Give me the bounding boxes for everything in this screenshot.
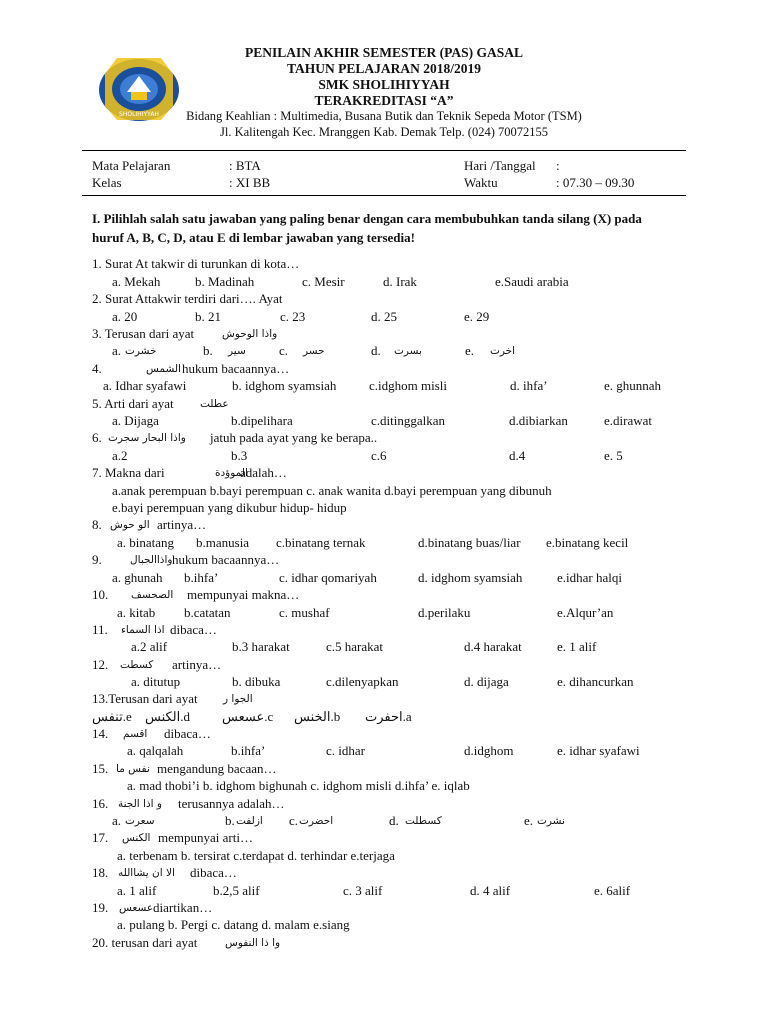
header-address: Jl. Kalitengah Kec. Mranggen Kab. Demak Telp. (024) 70072155: [220, 125, 548, 139]
answer-option: e.: [465, 343, 475, 358]
question-text: 10.: [92, 587, 109, 602]
answer-option: d.: [371, 343, 381, 358]
answer-option: b. 21: [195, 309, 221, 324]
question-text: 7. Makna dari: [92, 465, 165, 480]
time-value: : 07.30 – 09.30: [556, 175, 635, 190]
arabic-text: اخرت: [490, 345, 516, 357]
arabic-text: عسعس: [119, 902, 154, 914]
question-text: 14.: [92, 726, 109, 741]
header-school: SMK SHOLIHIYYAH: [318, 77, 450, 92]
question-text: 5. Arti dari ayat: [92, 396, 174, 411]
answer-option: b. Madinah: [195, 274, 255, 289]
answer-option: احفرت.a: [365, 709, 412, 724]
answer-option: b. idghom syamsiah: [232, 378, 337, 393]
answer-option: e. idhar syafawi: [557, 743, 640, 758]
answer-option: b. dibuka: [232, 674, 281, 689]
arabic-text: سعرت: [125, 815, 155, 827]
answer-option: b.ihfa’: [184, 570, 219, 585]
info-divider: [82, 195, 686, 196]
answer-option: b.2,5 alif: [213, 883, 260, 898]
svg-text:SHOLIHIYYAH: SHOLIHIYYAH: [119, 111, 159, 118]
instruction-text: I. Pilihlah salah satu jawaban yang paling benar dengan cara membubuhkan tanda silang (X) pada huruf A, B, C, D, atau E di lembar jawaban yang tersedia!: [92, 211, 642, 245]
class-value: : XI BB: [229, 175, 271, 190]
answer-option: d.4: [509, 448, 526, 463]
question-text: a. terbenam b. tersirat c.terdapat d. terhindar e.terjaga: [117, 848, 395, 863]
question-text: 3. Terusan dari ayat: [92, 326, 195, 341]
question-text: a. Idhar syafawi: [103, 378, 187, 393]
answer-option: e.: [524, 813, 534, 828]
answer-option: hukum bacaannya…: [172, 552, 280, 567]
question-text: 13.Terusan dari ayat: [92, 691, 198, 706]
answer-option: c. 3 alif: [343, 883, 383, 898]
question-text: a.2 alif: [131, 639, 168, 654]
answer-option: jatuh pada ayat yang ke berapa..: [210, 430, 378, 445]
question-text: a.: [112, 813, 122, 828]
arabic-text: خشرت: [125, 345, 157, 357]
answer-option: d.: [389, 813, 399, 828]
answer-option: c.dilenyapkan: [326, 674, 399, 689]
arabic-text: كسطلت: [405, 815, 442, 827]
answer-option: c.6: [371, 448, 387, 463]
question-text: a. 1 alif: [117, 883, 157, 898]
arabic-text: ازلفت: [236, 815, 263, 827]
answer-option: b.manusia: [196, 535, 250, 550]
arabic-text: الو حوش: [110, 519, 150, 531]
question-text: 9.: [92, 552, 102, 567]
answer-option: e. dihancurkan: [557, 674, 634, 689]
class-label: Kelas: [92, 175, 122, 190]
answer-option: c. mushaf: [279, 605, 330, 620]
answer-option: d. ihfa’: [510, 378, 548, 393]
arabic-text: احضرت: [299, 815, 334, 827]
question-text: a. ditutup: [131, 674, 181, 689]
answer-option: e.dirawat: [604, 413, 653, 428]
question-text: e.bayi perempuan yang dikubur hidup- hidup: [112, 500, 347, 515]
arabic-text: الشمس: [146, 363, 181, 375]
arabic-text: اذا السماء: [121, 624, 165, 636]
answer-option: c.5 harakat: [326, 639, 384, 654]
question-text: 8.: [92, 517, 102, 532]
question-text: a. qalqalah: [127, 743, 184, 758]
answer-option: e. ghunnah: [604, 378, 662, 393]
answer-option: e. 1 alif: [557, 639, 597, 654]
answer-option: b.: [225, 813, 235, 828]
header-title: PENILAIN AKHIR SEMESTER (PAS) GASAL: [244, 45, 524, 60]
answer-option: e. 6alif: [594, 883, 631, 898]
arabic-text: عطلت: [200, 398, 229, 410]
answer-option: d.binatang buas/liar: [418, 535, 521, 550]
answer-option: الكنس.d: [145, 709, 190, 724]
arabic-text: نفس ما: [116, 763, 150, 775]
answer-option: dibaca…: [170, 622, 217, 637]
answer-option: c. Mesir: [302, 274, 345, 289]
answer-option: c. idhar qomariyah: [279, 570, 377, 585]
question-text: a.: [112, 343, 122, 358]
arabic-text: نشرت: [537, 815, 565, 827]
answer-option: c.: [289, 813, 299, 828]
question-text: 2. Surat Attakwir terdiri dari…. Ayat: [92, 291, 283, 306]
question-text: a.anak perempuan b.bayi perempuan c. anak wanita d.bayi perempuan yang dibunuh: [112, 483, 552, 498]
answer-option: c.: [279, 343, 289, 358]
answer-option: d.perilaku: [418, 605, 471, 620]
answer-option: d. dijaga: [464, 674, 509, 689]
arabic-text: بسرت: [394, 345, 422, 357]
question-text: 1. Surat At takwir di turunkan di kota…: [92, 256, 300, 271]
day-label: Hari /Tanggal: [464, 158, 536, 173]
arabic-text: كسطت: [120, 659, 154, 671]
answer-option: mengandung bacaan…: [157, 761, 277, 776]
subject-value: : BTA: [229, 158, 261, 173]
arabic-text: الصحسف: [131, 589, 174, 601]
answer-option: artinya…: [172, 657, 222, 672]
answer-option: e. 5: [604, 448, 623, 463]
question-text: a. ghunah: [112, 570, 163, 585]
question-text: a. Mekah: [112, 274, 161, 289]
question-text: 4.: [92, 361, 102, 376]
answer-option: dibaca…: [190, 865, 237, 880]
answer-option: b.: [203, 343, 213, 358]
arabic-text: الجوا ر: [223, 693, 253, 705]
question-text: 12.: [92, 657, 109, 672]
question-text: a. pulang b. Pergi c. datang d. malam e.siang: [117, 917, 350, 932]
header-accreditation: TERAKREDITASI “A”: [314, 93, 454, 108]
arabic-text: و اذا الجنة: [118, 798, 162, 810]
answer-option: c.ditinggalkan: [371, 413, 446, 428]
question-text: 11.: [92, 622, 108, 637]
question-text: 19.: [92, 900, 109, 915]
question-text: 15.: [92, 761, 109, 776]
answer-option: b.3: [231, 448, 248, 463]
arabic-text: اقسم: [123, 728, 148, 740]
question-text: 17.: [92, 830, 109, 845]
answer-option: artinya…: [157, 517, 207, 532]
answer-option: dibaca…: [164, 726, 211, 741]
answer-option: b.dipelihara: [231, 413, 293, 428]
question-text: a.2: [112, 448, 128, 463]
subject-label: Mata Pelajaran: [92, 158, 171, 173]
answer-option: d.4 harakat: [464, 639, 522, 654]
header-divider: [82, 150, 686, 151]
answer-option: terusannya adalah…: [178, 796, 285, 811]
answer-option: e. 29: [464, 309, 490, 324]
question-text: تنفس.e: [92, 709, 132, 724]
header-fields: Bidang Keahlian : Multimedia, Busana Butik dan Teknik Sepeda Motor (TSM): [186, 109, 582, 123]
question-text: 20. terusan dari ayat: [92, 935, 198, 950]
arabic-text: سير: [228, 345, 246, 357]
arabic-text: واذا البحار سجرت: [108, 432, 186, 444]
answer-option: d. 4 alif: [470, 883, 511, 898]
answer-option: b.ihfa’: [231, 743, 266, 758]
question-text: 6.: [92, 430, 102, 445]
question-text: a. binatang: [117, 535, 175, 550]
header-year: TAHUN PELAJARAN 2018/2019: [286, 61, 481, 76]
arabic-text: واذا الوحوش: [222, 328, 278, 340]
answer-option: عسعس.c: [222, 709, 274, 724]
answer-option: b.3 harakat: [232, 639, 290, 654]
answer-option: adalah…: [240, 465, 287, 480]
answer-option: d.idghom: [464, 743, 514, 758]
answer-option: mempunyai arti…: [158, 830, 253, 845]
answer-option: c. 23: [280, 309, 306, 324]
answer-option: d. Irak: [383, 274, 417, 289]
answer-option: e.Alqur’an: [557, 605, 614, 620]
answer-option: b.catatan: [184, 605, 231, 620]
answer-option: d. idghom syamsiah: [418, 570, 523, 585]
arabic-text: الموؤدة: [215, 467, 248, 479]
answer-option: diartikan…: [153, 900, 213, 915]
time-label: Waktu: [464, 175, 498, 190]
answer-option: e.idhar halqi: [557, 570, 622, 585]
answer-option: الخنس.b: [294, 709, 341, 724]
answer-option: c.idghom misli: [369, 378, 447, 393]
arabic-text: الا ان يشاالله: [118, 867, 175, 879]
arabic-text: وا ذا النفوس: [225, 937, 281, 949]
answer-option: c. idhar: [326, 743, 365, 758]
answer-option: d. 25: [371, 309, 397, 324]
question-text: a. mad thobi’i b. idghom bighunah c. idghom misli d.ihfa’ e. iqlab: [127, 778, 470, 793]
arabic-text: حسر: [303, 345, 325, 357]
answer-option: d.dibiarkan: [509, 413, 568, 428]
answer-option: hukum bacaannya…: [182, 361, 290, 376]
answer-option: c.binatang ternak: [276, 535, 366, 550]
answer-option: e.binatang kecil: [546, 535, 629, 550]
question-text: a. 20: [112, 309, 138, 324]
arabic-text: الكنس: [122, 832, 151, 844]
answer-option: e.Saudi arabia: [495, 274, 569, 289]
day-value: :: [556, 158, 560, 173]
arabic-text: واذاالجبال: [130, 554, 173, 566]
question-text: a. Dijaga: [112, 413, 159, 428]
question-text: 16.: [92, 796, 109, 811]
question-text: 18.: [92, 865, 109, 880]
question-text: a. kitab: [117, 605, 156, 620]
answer-option: mempunyai makna…: [187, 587, 300, 602]
